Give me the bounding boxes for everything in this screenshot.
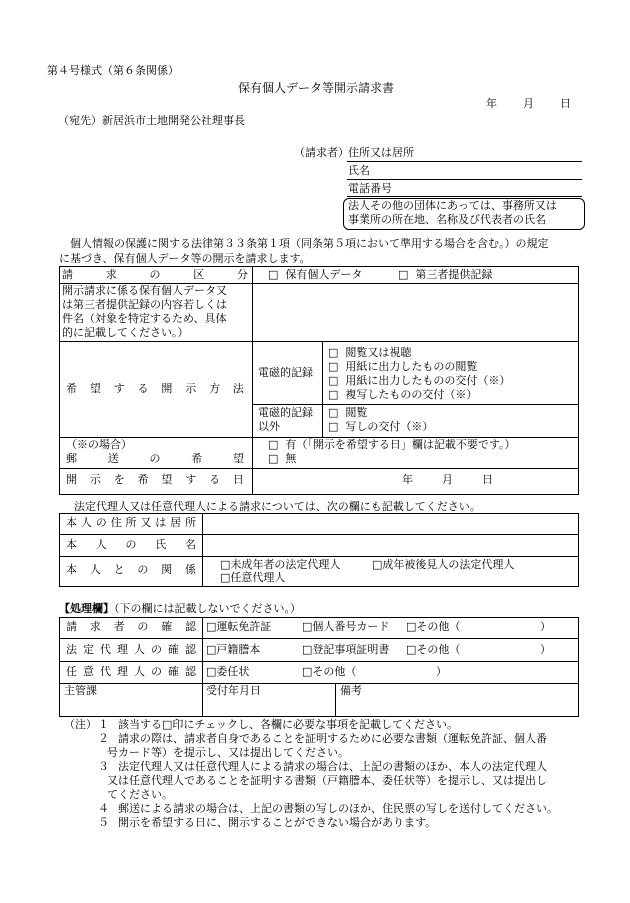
checkbox-printed-view-label: 用紙に出力したものの閲覧 xyxy=(345,360,478,373)
checkbox-mail-no-label: 無 xyxy=(285,452,297,465)
checkbox-drivers-license[interactable] xyxy=(206,620,271,634)
notes-prefix: （注） xyxy=(64,718,97,731)
checkbox-family-register[interactable] xyxy=(206,643,260,657)
checkbox-third-party-record-label: 第三者提供記録 xyxy=(415,268,493,281)
desired-date-day: 日 xyxy=(482,473,493,486)
desired-date-label: 開 示 を 希 望 す る 日 xyxy=(66,473,244,486)
checkbox-voluntary-agent-other-label: その他（ xyxy=(312,665,357,678)
intro-line2: に基づき、保有個人データ等の開示を請求します。 xyxy=(59,252,311,265)
checkbox-power-of-attorney[interactable] xyxy=(206,665,249,679)
relationship-label: 本 人 と の 関 係 xyxy=(66,563,196,576)
corp-note-line2: 事業所の所在地、名称及び代表者の氏名 xyxy=(348,213,546,226)
checkbox-personal-data[interactable] xyxy=(268,268,362,282)
checkbox-mail-no[interactable] xyxy=(268,452,296,466)
checkbox-personal-data-label: 保有個人データ xyxy=(285,268,363,281)
phone-field-line[interactable] xyxy=(347,196,582,197)
content-label-line4: 的に記載してください。） xyxy=(62,326,189,339)
content-input-area[interactable] xyxy=(253,284,577,338)
note5-number: ５ xyxy=(98,816,109,829)
receipt-date-header: 受付年月日 xyxy=(206,684,261,697)
request-type-label: 請 求 の 区 分 xyxy=(62,268,248,281)
checkbox-voluntary-agent-other[interactable] xyxy=(302,665,356,679)
note3-line1: 法定代理人又は任意代理人による請求の場合は、上記の書類のほか、本人の法定代理人 xyxy=(118,760,547,773)
checkbox-registry-certificate-label: 登記事項証明書 xyxy=(312,643,390,656)
checkbox-power-of-attorney-label: 委任状 xyxy=(216,665,250,678)
content-label-line1: 開示請求に係る保有個人データ又 xyxy=(62,284,227,297)
checkbox-third-party-record[interactable] xyxy=(398,268,492,282)
checkbox-legal-agent-other[interactable] xyxy=(406,643,460,657)
checkbox-minor-guardian-label: 未成年者の法定代理人 xyxy=(230,558,341,571)
checkbox-legal-agent-other-label: その他（ xyxy=(416,643,461,656)
desired-date-year: 年 xyxy=(402,473,413,486)
checkbox-voluntary-agent[interactable] xyxy=(220,571,285,585)
mail-label: 郵 送 の 希 望 xyxy=(66,452,244,465)
legal-agent-check-label: 法 定 代 理 人 の 確 認 xyxy=(66,643,196,656)
requester-label: （請求者） xyxy=(294,146,349,159)
checkbox-copy-delivery-label: 複写したものの交付（※） xyxy=(345,388,478,401)
address-field-line[interactable] xyxy=(347,161,582,162)
checkbox-nonelec-view[interactable] xyxy=(328,406,367,420)
method-label: 希 望 す る 開 示 方 法 xyxy=(66,382,244,395)
page-title: 保有個人データ等開示請求書 xyxy=(238,81,395,95)
date-month-label: 月 xyxy=(523,97,534,110)
principal-name-label: 本 人 の 氏 名 xyxy=(66,538,196,551)
processing-header xyxy=(59,602,301,616)
checkbox-mail-yes[interactable] xyxy=(268,438,516,452)
note1-number: １ xyxy=(98,718,109,731)
name-label: 氏名 xyxy=(348,164,370,177)
note3-line2: 又は任意代理人であることを証明する書類（戸籍謄本、委任状等）を提示し、又は提出し xyxy=(107,774,547,787)
non-electronic-label-line2: 以外 xyxy=(258,420,280,433)
requester-other-close: ） xyxy=(540,620,551,633)
checkbox-drivers-license-label: 運転免許証 xyxy=(216,620,272,633)
note2-line1: 請求の際は、請求者自身であることを証明するために必要な書類（運転免許証、個人番 xyxy=(118,732,547,745)
checkbox-mynumber-card-label: 個人番号カード xyxy=(312,620,390,633)
processing-header-bold: 【処理欄】 xyxy=(59,602,114,615)
checkbox-printed-delivery[interactable] xyxy=(328,374,510,388)
checkbox-voluntary-agent-label: 任意代理人 xyxy=(230,571,286,584)
corp-note-line1: 法人その他の団体にあっては、事務所又は xyxy=(348,199,557,212)
note4-text: 郵送による請求の場合は、上記の書類の写しのほか、住民票の写しを送付してください。 xyxy=(118,802,558,815)
checkbox-view-listen-label: 閲覧又は視聴 xyxy=(345,346,412,359)
checkbox-requester-other-label: その他（ xyxy=(416,620,461,633)
note1-text: 該当する□印にチェックし、各欄に必要な事項を記載してください。 xyxy=(118,718,459,731)
phone-label: 電話番号 xyxy=(348,182,392,195)
note5-text: 開示を希望する日に、開示することができない場合があります。 xyxy=(118,816,437,829)
voluntary-agent-other-close: ） xyxy=(436,665,447,678)
requester-check-label: 請 求 者 の 確 認 xyxy=(66,620,196,633)
note3-line3: てください。 xyxy=(107,788,173,801)
desired-date-month: 月 xyxy=(442,473,453,486)
principal-address-label: 本 人 の 住 所 又 は 居 所 xyxy=(66,516,196,529)
address-label: 住所又は居所 xyxy=(348,146,414,159)
date-year-label: 年 xyxy=(486,97,497,110)
agent-intro: 法定代理人又は任意代理人による請求については、次の欄にも記載してください。 xyxy=(74,500,481,513)
note2-number: ２ xyxy=(98,732,109,745)
department-header: 主管課 xyxy=(64,684,97,697)
non-electronic-label-line1: 電磁的記録 xyxy=(258,406,313,419)
legal-agent-other-close: ） xyxy=(540,643,551,656)
voluntary-agent-check-label: 任 意 代 理 人 の 確 認 xyxy=(66,665,196,678)
checkbox-adult-guardian[interactable] xyxy=(372,558,514,572)
checkbox-nonelec-copy[interactable] xyxy=(328,420,433,434)
principal-address-input[interactable] xyxy=(203,514,578,533)
addressee: （宛先）新居浜市土地開発公社理事長 xyxy=(58,114,245,127)
checkbox-nonelec-copy-label: 写しの交付（※） xyxy=(345,420,434,433)
note3-number: ３ xyxy=(98,760,109,773)
checkbox-printed-delivery-label: 用紙に出力したものの交付（※） xyxy=(345,374,511,387)
checkbox-printed-view[interactable] xyxy=(328,360,477,374)
date-day-label: 日 xyxy=(560,97,571,110)
checkbox-mail-yes-label: 有（「開示を希望する日」欄は記載不要です。） xyxy=(285,438,516,451)
intro-line1: 個人情報の保護に関する法律第３３条第１項（同条第５項において準用する場合を含む。）の規定 xyxy=(70,237,549,250)
mail-note: （※の場合） xyxy=(66,438,132,451)
checkbox-minor-guardian[interactable] xyxy=(220,558,340,572)
note2-line2: 号カード等）を提示し、又は提出してください。 xyxy=(107,746,349,759)
checkbox-registry-certificate[interactable] xyxy=(302,643,389,657)
name-field-line[interactable] xyxy=(347,179,582,180)
checkbox-view-listen[interactable] xyxy=(328,346,411,360)
checkbox-mynumber-card[interactable] xyxy=(302,620,389,634)
electronic-label: 電磁的記録 xyxy=(258,366,313,379)
note4-number: ４ xyxy=(98,802,109,815)
content-label-line2: は第三者提供記録の内容若しくは xyxy=(62,298,227,311)
principal-name-input[interactable] xyxy=(203,535,578,555)
checkbox-requester-other[interactable] xyxy=(406,620,460,634)
form-number: 第４号様式（第６条関係） xyxy=(47,64,179,77)
content-label-line3: 件名（対象を特定するため、具体 xyxy=(62,312,227,325)
processing-header-note: （下の欄には記載しないでください。） xyxy=(114,602,301,615)
remarks-header: 備考 xyxy=(340,684,362,697)
checkbox-adult-guardian-label: 成年被後見人の法定代理人 xyxy=(382,558,515,571)
checkbox-family-register-label: 戸籍謄本 xyxy=(216,643,261,656)
checkbox-nonelec-view-label: 閲覧 xyxy=(345,406,368,419)
checkbox-copy-delivery[interactable] xyxy=(328,388,477,402)
